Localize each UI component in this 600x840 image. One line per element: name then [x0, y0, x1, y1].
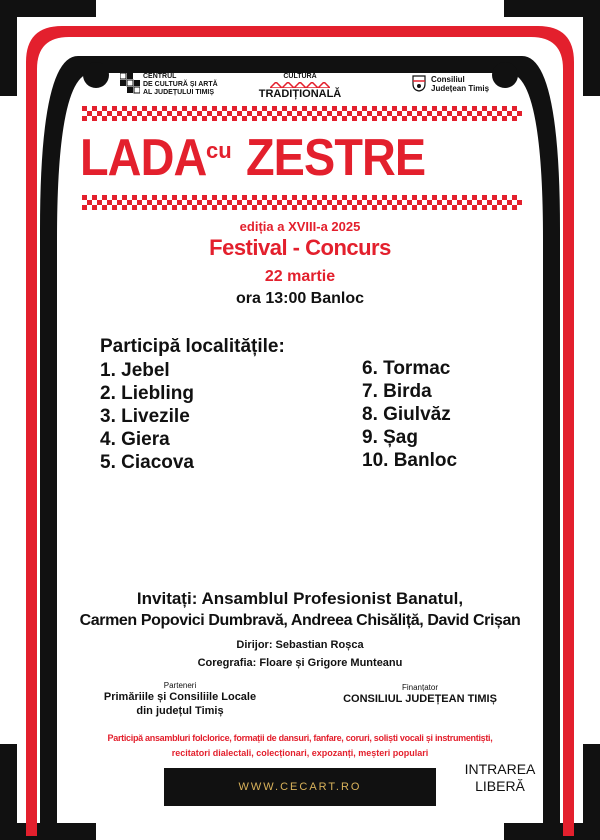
logo-cultura-traditionala [240, 73, 360, 100]
logo-left-line3: AL JUDEȚULUI TIMIȘ [143, 89, 215, 96]
choreography-text: Coregrafia: Floare și Grigore Munteanu [197, 657, 403, 669]
coat-of-arms-icon [412, 75, 426, 92]
title-word-cu: cu [206, 138, 232, 163]
main-title [80, 129, 520, 187]
participants-right-list [362, 357, 457, 472]
corner-top-left [0, 0, 96, 96]
list-item: 5. Ciacova [100, 452, 194, 473]
participation-note-line2: recitatori dialectali, colecționari, expozanți, meșteri populari [171, 748, 429, 758]
free-entry-line2: LIBERĂ [475, 778, 525, 794]
partners-block [80, 681, 280, 718]
logo-right-line2: Județean Timiș [431, 84, 490, 93]
website-bar [164, 768, 436, 806]
title-word-zestre: ZESTRE [246, 129, 426, 187]
list-item: 3. Livezile [100, 406, 190, 427]
financier-name: CONSILIUL JUDEȚEAN TIMIȘ [343, 693, 497, 705]
guests-line1: Invitați: Ansamblul Profesionist Banatul, [136, 589, 464, 608]
logo-cecart [120, 73, 230, 99]
conductor-text: Dirijor: Sebastian Roșca [236, 639, 364, 651]
participants-left-list [100, 359, 194, 474]
checker-strip-top [82, 106, 522, 121]
free-entry-line1: INTRAREA [464, 761, 536, 777]
logo-dot-left [83, 62, 109, 88]
list-item: 4. Giera [100, 429, 170, 450]
event-date: 22 martie [264, 268, 336, 285]
free-entry [450, 761, 550, 795]
title-word-lada: LADA [80, 129, 207, 187]
financier-label: Finanțator [401, 683, 439, 692]
participation-note-line1: Participă ansambluri folclorice, formații de dansuri, fanfare, coruri, soliști vocali și instrumentiști, [107, 733, 493, 743]
logo-center-bottom: TRADIȚIONALĂ [258, 88, 342, 100]
financier-block [320, 683, 520, 706]
event-time-place: ora 13:00 Banloc [235, 290, 365, 307]
logo-left-line2: DE CULTURĂ ȘI ARTĂ [143, 81, 218, 88]
list-item: 6. Tormac [362, 358, 451, 379]
list-item: 8. Giulvăz [362, 404, 451, 425]
logo-center-top: CULTURĂ [283, 73, 317, 80]
list-item: 9. Șag [362, 427, 418, 448]
list-item: 7. Birda [362, 381, 432, 402]
logo-left-line1: CENTRUL [143, 73, 177, 80]
partners-line2: din județul Timiș [136, 705, 224, 717]
website-link[interactable]: WWW.CECART.RO [238, 781, 362, 793]
festival-subtitle: Festival - Concurs [209, 235, 391, 260]
list-item: 2. Liebling [100, 383, 194, 404]
partners-label: Parteneri [163, 681, 197, 690]
checker-strip-bottom [82, 195, 522, 210]
partners-line1: Primăriile și Consiliile Locale [103, 691, 257, 703]
participants-heading: Participă localitățile: [100, 336, 285, 357]
corner-top-right [504, 0, 600, 96]
guests-line2: Carmen Popovici Dumbravă, Andreea Chisăliță, David Crișan [79, 612, 521, 629]
list-item: 10. Banloc [362, 450, 458, 471]
logo-right-line1: Consiliul [431, 75, 465, 84]
list-item: 1. Jebel [100, 360, 170, 381]
cecart-mark-icon [120, 73, 140, 95]
logo-dot-right [492, 62, 518, 88]
edition-text: ediția a XVIII-a 2025 [239, 219, 361, 234]
